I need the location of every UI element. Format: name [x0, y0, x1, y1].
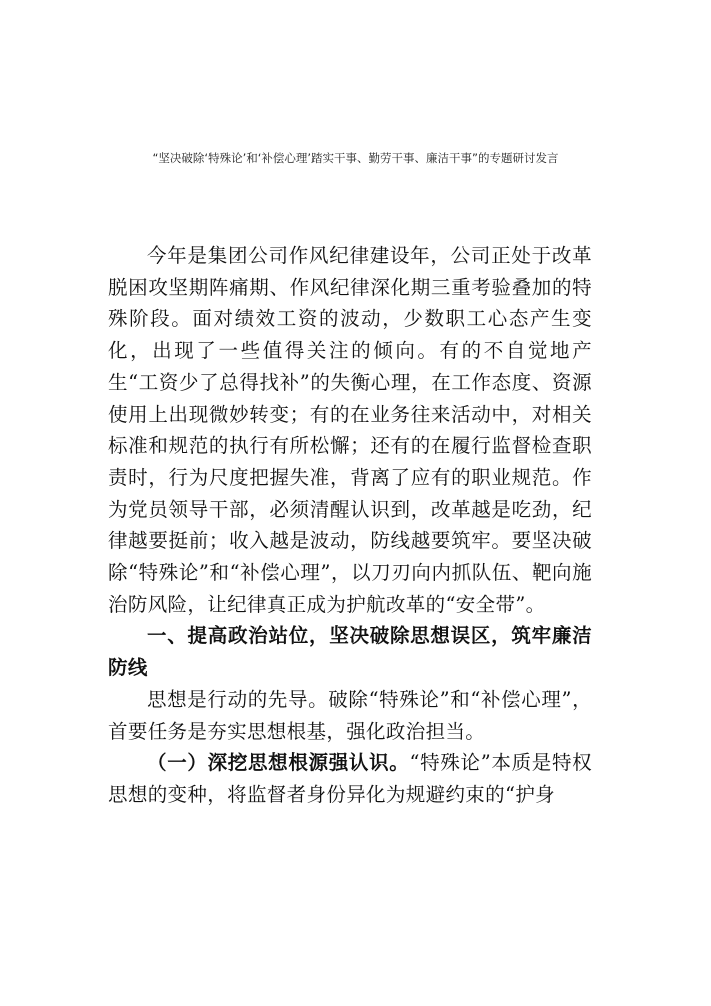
- subsection-1-text: “特殊论”本质是特权思想的变种，将监督者身份异化为规避约束的“护身: [108, 751, 592, 806]
- section-heading-1: 一、提高政治站位，坚决破除思想误区，筑牢廉洁防线: [108, 624, 592, 680]
- subsection-1-paragraph: [108, 747, 592, 810]
- document-body: [108, 240, 592, 811]
- document-header: “坚决破除‘特殊论’和‘补偿心理’踏实干事、勤劳干事、廉洁干事”的专题研讨发言: [152, 151, 559, 165]
- intro-paragraph: 今年是集团公司作风纪律建设年，公司正处于改革脱困攻坚期阵痛期、作风纪律深化期三重考验叠加的特殊阶段。面对绩效工资的波动，少数职工心态产生变化，出现了一些值得关注的倾向。有的不自觉地产生“工资少了总得找补”的失衡心理，在工作态度、资源使用上出现微妙转变；有的在业务往来活动中，对相关标准和规范的执行有所松懈；还有的在履行监督检查职责时，行为尺度把握失准，背离了应有的职业规范。作为党员领导干部，必须清醒认识到，改革越是吃劲，纪律越要挺前；收入越是波动，防线越要筑牢。要坚决破除“特殊论”和“补偿心理”，以刀刃向内抓队伍、靶向施治防风险，让纪律真正成为护航改革的“安全带”。: [108, 244, 592, 616]
- subsection-heading-1: （一）深挖思想根源强认识。: [147, 751, 410, 775]
- section-1-paragraph: 思想是行动的先导。破除“特殊论”和“补偿心理”，首要任务是夯实思想根基，强化政治担当。: [108, 687, 592, 743]
